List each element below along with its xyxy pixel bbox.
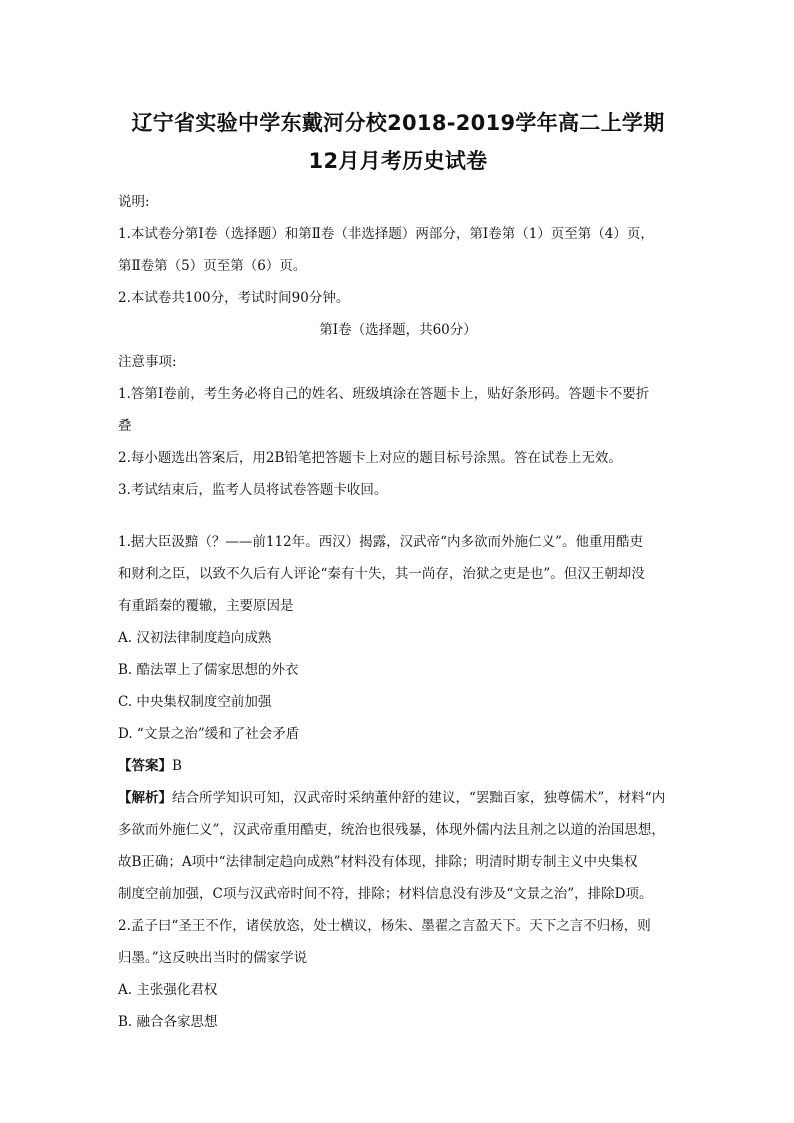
notes-label: 注意事项: — [118, 354, 177, 370]
exam-title-line2: 12月月考历史试卷 — [308, 149, 488, 173]
q2-stem-line1: 2.孟子曰“圣王不作，诸侯放恣，处士横议，杨朱、墨翟之言盈天下。天下之言不归杨，则 — [118, 918, 651, 934]
intro-item1-line2: 第Ⅱ卷第（5）页至第（6）页。 — [118, 258, 307, 274]
notes-item1-line2: 叠 — [118, 418, 132, 434]
intro-label: 说明: — [118, 194, 150, 210]
notes-item2: 2.每小题选出答案后，用2B铅笔把答题卡上对应的题目标号涂黑。答在试卷上无效。 — [118, 450, 622, 466]
intro-item2: 2.本试卷共100分，考试时间90分钟。 — [118, 290, 350, 306]
q2-option-a: A. 主张强化君权 — [118, 982, 218, 998]
q1-answer — [118, 750, 678, 782]
q1-option-b: B. 酷法罩上了儒家思想的外衣 — [118, 662, 299, 678]
notes-item3: 3.考试结束后，监考人员将试卷答题卡收回。 — [118, 482, 388, 498]
q1-option-d: D. “文景之治”缓和了社会矛盾 — [118, 726, 300, 742]
q1-stem-line1: 1.据大臣汲黯（？——前112年。西汉）揭露，汉武帝“内多欲而外施仁义”。他重用酷吏 — [118, 534, 643, 550]
section1-heading: 第Ⅰ卷（选择题，共60分） — [319, 322, 477, 338]
q1-stem-line2: 和财利之臣，以致不久后有人评论“秦有十失，其一尚存，治狱之吏是也”。但汉王朝却没 — [118, 566, 645, 582]
exam-page — [118, 104, 678, 1038]
intro-item1-line1: 1.本试卷分第Ⅰ卷（选择题）和第Ⅱ卷（非选择题）两部分，第Ⅰ卷第（1）页至第（4）页， — [118, 226, 654, 242]
q1-option-c: C. 中央集权制度空前加强 — [118, 694, 272, 710]
q2-option-b: B. 融合各家思想 — [118, 1014, 218, 1030]
q1-analysis-line1 — [118, 782, 678, 814]
q1-analysis-line4: 制度空前加强，C项与汉武帝时间不符，排除；材料信息没有涉及“文景之治”，排除D项。 — [118, 886, 653, 902]
q1-option-a: A. 汉初法律制度趋向成熟 — [118, 630, 272, 646]
q1-analysis-line3: 故B正确；A项中“法律制定趋向成熟”材料没有体现，排除；明清时期专制主义中央集权 — [118, 854, 638, 870]
q1-analysis-tag: 【解析】 — [118, 790, 172, 806]
exam-title-line1: 辽宁省实验中学东戴河分校2018-2019学年高二上学期 — [131, 111, 665, 135]
q2-stem-line2: 归墨。”这反映出当时的儒家学说 — [118, 950, 308, 966]
notes-item1-line1: 1.答第Ⅰ卷前，考生务必将自己的姓名、班级填涂在答题卡上，贴好条形码。答题卡不要折 — [118, 386, 650, 402]
q1-analysis-text-1: 结合所学知识可知，汉武帝时采纳董仲舒的建议，“罢黜百家，独尊儒术”，材料“内 — [172, 790, 666, 806]
q1-stem-line3: 有重蹈秦的覆辙，主要原因是 — [118, 598, 294, 614]
spacer — [118, 506, 678, 526]
q1-answer-tag: 【答案】 — [118, 758, 172, 774]
q1-analysis-line2: 多欲而外施仁义”，汉武帝重用酷吏，统治也很残暴，体现外儒内法且剂之以道的治国思想， — [118, 822, 665, 838]
q1-answer-value: B — [172, 758, 182, 774]
